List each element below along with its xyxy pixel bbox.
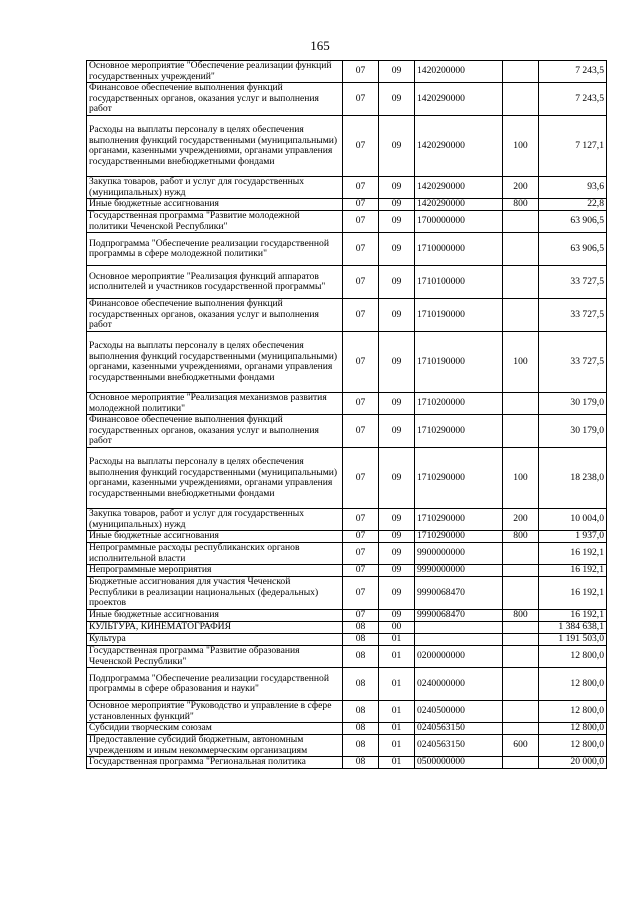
row-section: 07: [343, 211, 379, 233]
table-row: [87, 577, 607, 610]
table-row: [87, 543, 607, 565]
row-section: 07: [343, 83, 379, 116]
row-amount: 16 192,1: [539, 543, 607, 565]
row-amount: 16 192,1: [539, 610, 607, 622]
row-code: 9900000000: [415, 543, 503, 565]
row-name: Финансовое обеспечение выполнения функций государственных органов, оказания услуг и выполнения работ: [87, 83, 343, 116]
row-section: 07: [343, 415, 379, 448]
row-amount: 10 004,0: [539, 509, 607, 531]
row-amount: 7 243,5: [539, 83, 607, 116]
row-name: Финансовое обеспечение выполнения функций государственных органов, оказания услуг и выполнения работ: [87, 299, 343, 332]
table-row: [87, 622, 607, 634]
row-code: 0240563150: [415, 723, 503, 735]
table-row: [87, 177, 607, 199]
row-expense-type: [503, 622, 539, 634]
row-amount: 33 727,5: [539, 266, 607, 299]
row-code: [415, 622, 503, 634]
row-section: 07: [343, 393, 379, 415]
row-name: Культура: [87, 634, 343, 646]
row-section: 08: [343, 668, 379, 701]
row-name: Иные бюджетные ассигнования: [87, 199, 343, 211]
row-code: 1420290000: [415, 177, 503, 199]
row-section: 07: [343, 610, 379, 622]
row-section: 07: [343, 531, 379, 543]
row-expense-type: [503, 565, 539, 577]
row-section: 08: [343, 701, 379, 723]
row-amount: 93,6: [539, 177, 607, 199]
table-row: [87, 668, 607, 701]
table-row: [87, 199, 607, 211]
table-row: [87, 61, 607, 83]
row-name: Бюджетные ассигнования для участия Чеченской Республики в реализации национальных (федеральных) проектов: [87, 577, 343, 610]
row-amount: 63 906,5: [539, 233, 607, 266]
row-section: 08: [343, 634, 379, 646]
table-row: [87, 531, 607, 543]
row-name: Расходы на выплаты персоналу в целях обеспечения выполнения функций государственными (муниципальными) органами, казенными учреждениями, органами управления государственными внебюджетными фондами: [87, 116, 343, 177]
row-amount: 1 384 638,1: [539, 622, 607, 634]
budget-table-body: [87, 61, 607, 769]
row-subsection: 09: [379, 565, 415, 577]
row-subsection: 01: [379, 735, 415, 757]
row-section: 07: [343, 116, 379, 177]
row-expense-type: 200: [503, 177, 539, 199]
row-code: 9990000000: [415, 565, 503, 577]
row-expense-type: [503, 646, 539, 668]
row-name: Основное мероприятие "Обеспечение реализации функций государственных учреждений": [87, 61, 343, 83]
row-code: 1710290000: [415, 509, 503, 531]
table-row: [87, 299, 607, 332]
row-section: 07: [343, 299, 379, 332]
row-section: 08: [343, 622, 379, 634]
row-expense-type: 600: [503, 735, 539, 757]
row-code: 1710290000: [415, 415, 503, 448]
row-section: 07: [343, 565, 379, 577]
row-expense-type: [503, 83, 539, 116]
table-row: [87, 723, 607, 735]
table-row: [87, 509, 607, 531]
row-name: Иные бюджетные ассигнования: [87, 610, 343, 622]
row-name: Государственная программа "Развитие образования Чеченской Республики": [87, 646, 343, 668]
row-section: 08: [343, 723, 379, 735]
table-row: [87, 83, 607, 116]
row-subsection: 09: [379, 531, 415, 543]
row-name: Закупка товаров, работ и услуг для государственных (муниципальных) нужд: [87, 177, 343, 199]
row-name: Основное мероприятие "Реализация механизмов развития молодежной политики": [87, 393, 343, 415]
table-row: [87, 701, 607, 723]
row-amount: 22,8: [539, 199, 607, 211]
row-expense-type: 800: [503, 531, 539, 543]
row-expense-type: [503, 701, 539, 723]
row-expense-type: [503, 757, 539, 769]
row-subsection: 01: [379, 634, 415, 646]
table-row: [87, 393, 607, 415]
row-code: [415, 634, 503, 646]
row-section: 07: [343, 177, 379, 199]
row-subsection: 09: [379, 177, 415, 199]
row-code: 0240500000: [415, 701, 503, 723]
row-section: 08: [343, 757, 379, 769]
row-subsection: 09: [379, 415, 415, 448]
row-section: 07: [343, 199, 379, 211]
row-expense-type: 100: [503, 116, 539, 177]
row-code: 1420290000: [415, 116, 503, 177]
table-row: [87, 448, 607, 509]
table-row: [87, 634, 607, 646]
row-expense-type: 800: [503, 199, 539, 211]
table-row: [87, 757, 607, 769]
row-subsection: 01: [379, 668, 415, 701]
row-expense-type: 100: [503, 448, 539, 509]
row-code: 0240563150: [415, 735, 503, 757]
row-name: Субсидии творческим союзам: [87, 723, 343, 735]
row-expense-type: [503, 415, 539, 448]
row-code: 1710290000: [415, 531, 503, 543]
table-row: [87, 233, 607, 266]
row-name: Расходы на выплаты персоналу в целях обеспечения выполнения функций государственными (муниципальными) органами, казенными учреждениями, органами управления государственными внебюджетными фондами: [87, 332, 343, 393]
row-code: 1710100000: [415, 266, 503, 299]
row-expense-type: [503, 543, 539, 565]
row-section: 08: [343, 646, 379, 668]
row-code: 1710190000: [415, 299, 503, 332]
row-expense-type: 100: [503, 332, 539, 393]
row-section: 07: [343, 332, 379, 393]
row-amount: 1 191 503,0: [539, 634, 607, 646]
row-amount: 12 800,0: [539, 701, 607, 723]
row-expense-type: [503, 393, 539, 415]
row-amount: 63 906,5: [539, 211, 607, 233]
row-name: КУЛЬТУРА, КИНЕМАТОГРАФИЯ: [87, 622, 343, 634]
row-name: Иные бюджетные ассигнования: [87, 531, 343, 543]
row-amount: 16 192,1: [539, 565, 607, 577]
row-code: 1710200000: [415, 393, 503, 415]
row-subsection: 09: [379, 299, 415, 332]
row-section: 07: [343, 61, 379, 83]
row-name: Непрограммные расходы республиканских органов исполнительной власти: [87, 543, 343, 565]
row-name: Государственная программа "Развитие молодежной политики Чеченской Республики": [87, 211, 343, 233]
row-subsection: 09: [379, 610, 415, 622]
row-name: Подпрограмма "Обеспечение реализации государственной программы в сфере молодежной политики": [87, 233, 343, 266]
row-amount: 1 937,0: [539, 531, 607, 543]
table-row: [87, 211, 607, 233]
row-name: Расходы на выплаты персоналу в целях обеспечения выполнения функций государственными (муниципальными) органами, казенными учреждениями, органами управления государственными внебюджетными фондами: [87, 448, 343, 509]
row-amount: 30 179,0: [539, 415, 607, 448]
row-code: 1420290000: [415, 83, 503, 116]
row-code: 9990068470: [415, 577, 503, 610]
row-name: Закупка товаров, работ и услуг для государственных (муниципальных) нужд: [87, 509, 343, 531]
budget-table: [86, 60, 607, 769]
table-row: [87, 610, 607, 622]
row-expense-type: 200: [503, 509, 539, 531]
row-code: 0240000000: [415, 668, 503, 701]
row-subsection: 01: [379, 701, 415, 723]
row-name: Государственная программа "Региональная политика: [87, 757, 343, 769]
row-subsection: 09: [379, 509, 415, 531]
row-amount: 33 727,5: [539, 299, 607, 332]
row-subsection: 01: [379, 646, 415, 668]
row-amount: 12 800,0: [539, 723, 607, 735]
row-name: Финансовое обеспечение выполнения функций государственных органов, оказания услуг и выполнения работ: [87, 415, 343, 448]
row-subsection: 09: [379, 266, 415, 299]
row-expense-type: [503, 61, 539, 83]
row-code: 1700000000: [415, 211, 503, 233]
row-expense-type: [503, 668, 539, 701]
table-row: [87, 735, 607, 757]
row-amount: 16 192,1: [539, 577, 607, 610]
row-name: Основное мероприятие "Руководство и управление в сфере установленных функций": [87, 701, 343, 723]
row-subsection: 09: [379, 61, 415, 83]
row-expense-type: 800: [503, 610, 539, 622]
row-subsection: 09: [379, 543, 415, 565]
row-amount: 20 000,0: [539, 757, 607, 769]
row-subsection: 09: [379, 199, 415, 211]
row-amount: 30 179,0: [539, 393, 607, 415]
row-expense-type: [503, 266, 539, 299]
row-subsection: 09: [379, 116, 415, 177]
row-expense-type: [503, 233, 539, 266]
row-section: 07: [343, 233, 379, 266]
row-subsection: 00: [379, 622, 415, 634]
row-expense-type: [503, 723, 539, 735]
table-row: [87, 332, 607, 393]
row-code: 1710290000: [415, 448, 503, 509]
row-amount: 12 800,0: [539, 735, 607, 757]
row-code: 1420200000: [415, 61, 503, 83]
row-amount: 18 238,0: [539, 448, 607, 509]
row-subsection: 01: [379, 757, 415, 769]
table-row: [87, 565, 607, 577]
row-section: 08: [343, 735, 379, 757]
row-amount: 7 127,1: [539, 116, 607, 177]
table-row: [87, 646, 607, 668]
row-name: Подпрограмма "Обеспечение реализации государственной программы в сфере образования и науки": [87, 668, 343, 701]
row-subsection: 09: [379, 211, 415, 233]
row-section: 07: [343, 266, 379, 299]
table-row: [87, 415, 607, 448]
row-subsection: 09: [379, 332, 415, 393]
row-expense-type: [503, 634, 539, 646]
row-subsection: 09: [379, 83, 415, 116]
row-amount: 7 243,5: [539, 61, 607, 83]
table-row: [87, 266, 607, 299]
row-subsection: 09: [379, 577, 415, 610]
row-name: Предоставление субсидий бюджетным, автономным учреждениям и иным некоммерческим организациям: [87, 735, 343, 757]
row-name: Непрограммные мероприятия: [87, 565, 343, 577]
row-subsection: 09: [379, 393, 415, 415]
row-section: 07: [343, 543, 379, 565]
row-code: 9990068470: [415, 610, 503, 622]
row-expense-type: [503, 211, 539, 233]
row-section: 07: [343, 509, 379, 531]
row-expense-type: [503, 577, 539, 610]
row-subsection: 09: [379, 448, 415, 509]
row-amount: 12 800,0: [539, 646, 607, 668]
row-amount: 33 727,5: [539, 332, 607, 393]
row-amount: 12 800,0: [539, 668, 607, 701]
row-code: 1710000000: [415, 233, 503, 266]
row-subsection: 01: [379, 723, 415, 735]
table-row: [87, 116, 607, 177]
row-expense-type: [503, 299, 539, 332]
row-code: 0500000000: [415, 757, 503, 769]
page-number: 165: [310, 38, 330, 53]
row-code: 1710190000: [415, 332, 503, 393]
row-code: 1420290000: [415, 199, 503, 211]
row-code: 0200000000: [415, 646, 503, 668]
row-section: 07: [343, 577, 379, 610]
row-name: Основное мероприятие "Реализация функций аппаратов исполнителей и участников государственной программы": [87, 266, 343, 299]
row-subsection: 09: [379, 233, 415, 266]
row-section: 07: [343, 448, 379, 509]
